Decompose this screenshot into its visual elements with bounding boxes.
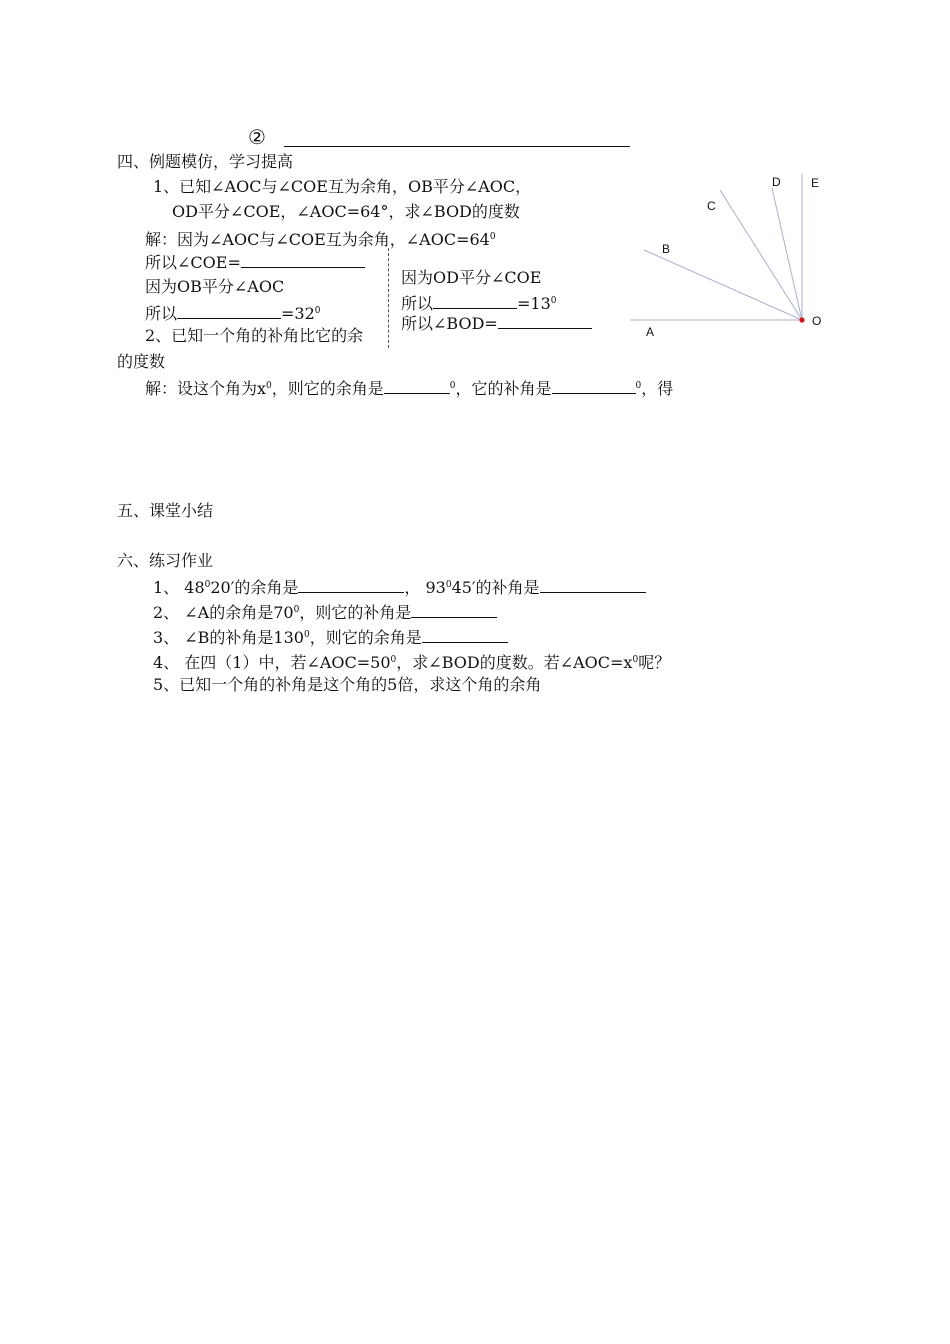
answer-blank-aob[interactable] (177, 304, 281, 319)
label-a: A (646, 325, 655, 338)
solution1-right-1: 因为OD平分∠COE (401, 268, 542, 287)
q1-line1: 1、已知∠AOC与∠COE互为余角，OB平分∠AOC， (153, 177, 532, 196)
answer-blank-cod[interactable] (433, 294, 517, 309)
answer-blank-supplement[interactable] (552, 379, 636, 394)
solution1-left-1: 所以∠COE= (145, 252, 365, 274)
ray-oc (720, 190, 802, 320)
answer-blank-p3[interactable] (422, 628, 508, 643)
angle-diagram (620, 168, 825, 338)
solution1-right-3: 所以∠BOD= (401, 313, 592, 335)
answer-blank-complement[interactable] (384, 379, 450, 394)
label-d: D (772, 175, 781, 189)
solution1-right-2: 所以 $=13^0$ (401, 294, 557, 313)
column-divider (388, 248, 389, 348)
circled-number-2: ② (248, 125, 266, 149)
ray-ob (644, 250, 802, 320)
label-c: C (707, 199, 716, 213)
ray-od (772, 188, 802, 320)
q1-line2: OD平分∠COE，∠AOC=64°，求∠BOD的度数 (172, 202, 520, 221)
practice-item-3: 3、 ∠B的补角是$130^0$，则它的余角是 (153, 624, 508, 649)
answer-blank-p1b[interactable] (540, 578, 646, 593)
solution1-left-3: 所以 $=32^0$ (145, 304, 321, 323)
q2-line2: 的度数 (117, 352, 166, 371)
solution2-line: 解：设这个角为$x^0$，则它的余角是 $^0$，它的补角是 $^0$，得 (145, 379, 674, 398)
practice-item-4: 4、 在四（1）中，若$\angle AOC=50^0$，求∠BOD的度数。若$\angle AOC=x^0$呢？ (153, 653, 671, 672)
point-o (799, 317, 804, 322)
section4-title: 四、例题模仿，学习提高 (117, 152, 294, 171)
answer-blank-p2[interactable] (411, 603, 497, 618)
section5-title: 五、课堂小结 (117, 501, 214, 520)
label-e: E (811, 176, 820, 190)
answer-blank-p1a[interactable] (298, 578, 404, 593)
practice-item-2: 2、 ∠A的余角是$70^0$，则它的补角是 (153, 599, 497, 624)
label-b: B (662, 242, 671, 256)
practice-item-5: 5、已知一个角的补角是这个角的5倍，求这个角的余角 (153, 675, 542, 694)
q2-line1: 2、已知一个角的补角比它的余 (145, 326, 364, 345)
solution1-left-2: 因为OB平分∠AOC (145, 277, 285, 296)
solution1-line1: 解：因为∠AOC与∠COE互为余角，$\angle AOC=64^0$ (145, 230, 496, 249)
answer-blank-coe[interactable] (241, 253, 365, 268)
practice-item-1: 1、 $48^020'$的余角是 ， $93^045'$的补角是 (153, 574, 646, 599)
label-o: O (812, 314, 822, 328)
answer-blank-top[interactable] (284, 146, 630, 147)
answer-blank-bod[interactable] (498, 314, 592, 329)
section6-title: 六、练习作业 (117, 551, 214, 570)
